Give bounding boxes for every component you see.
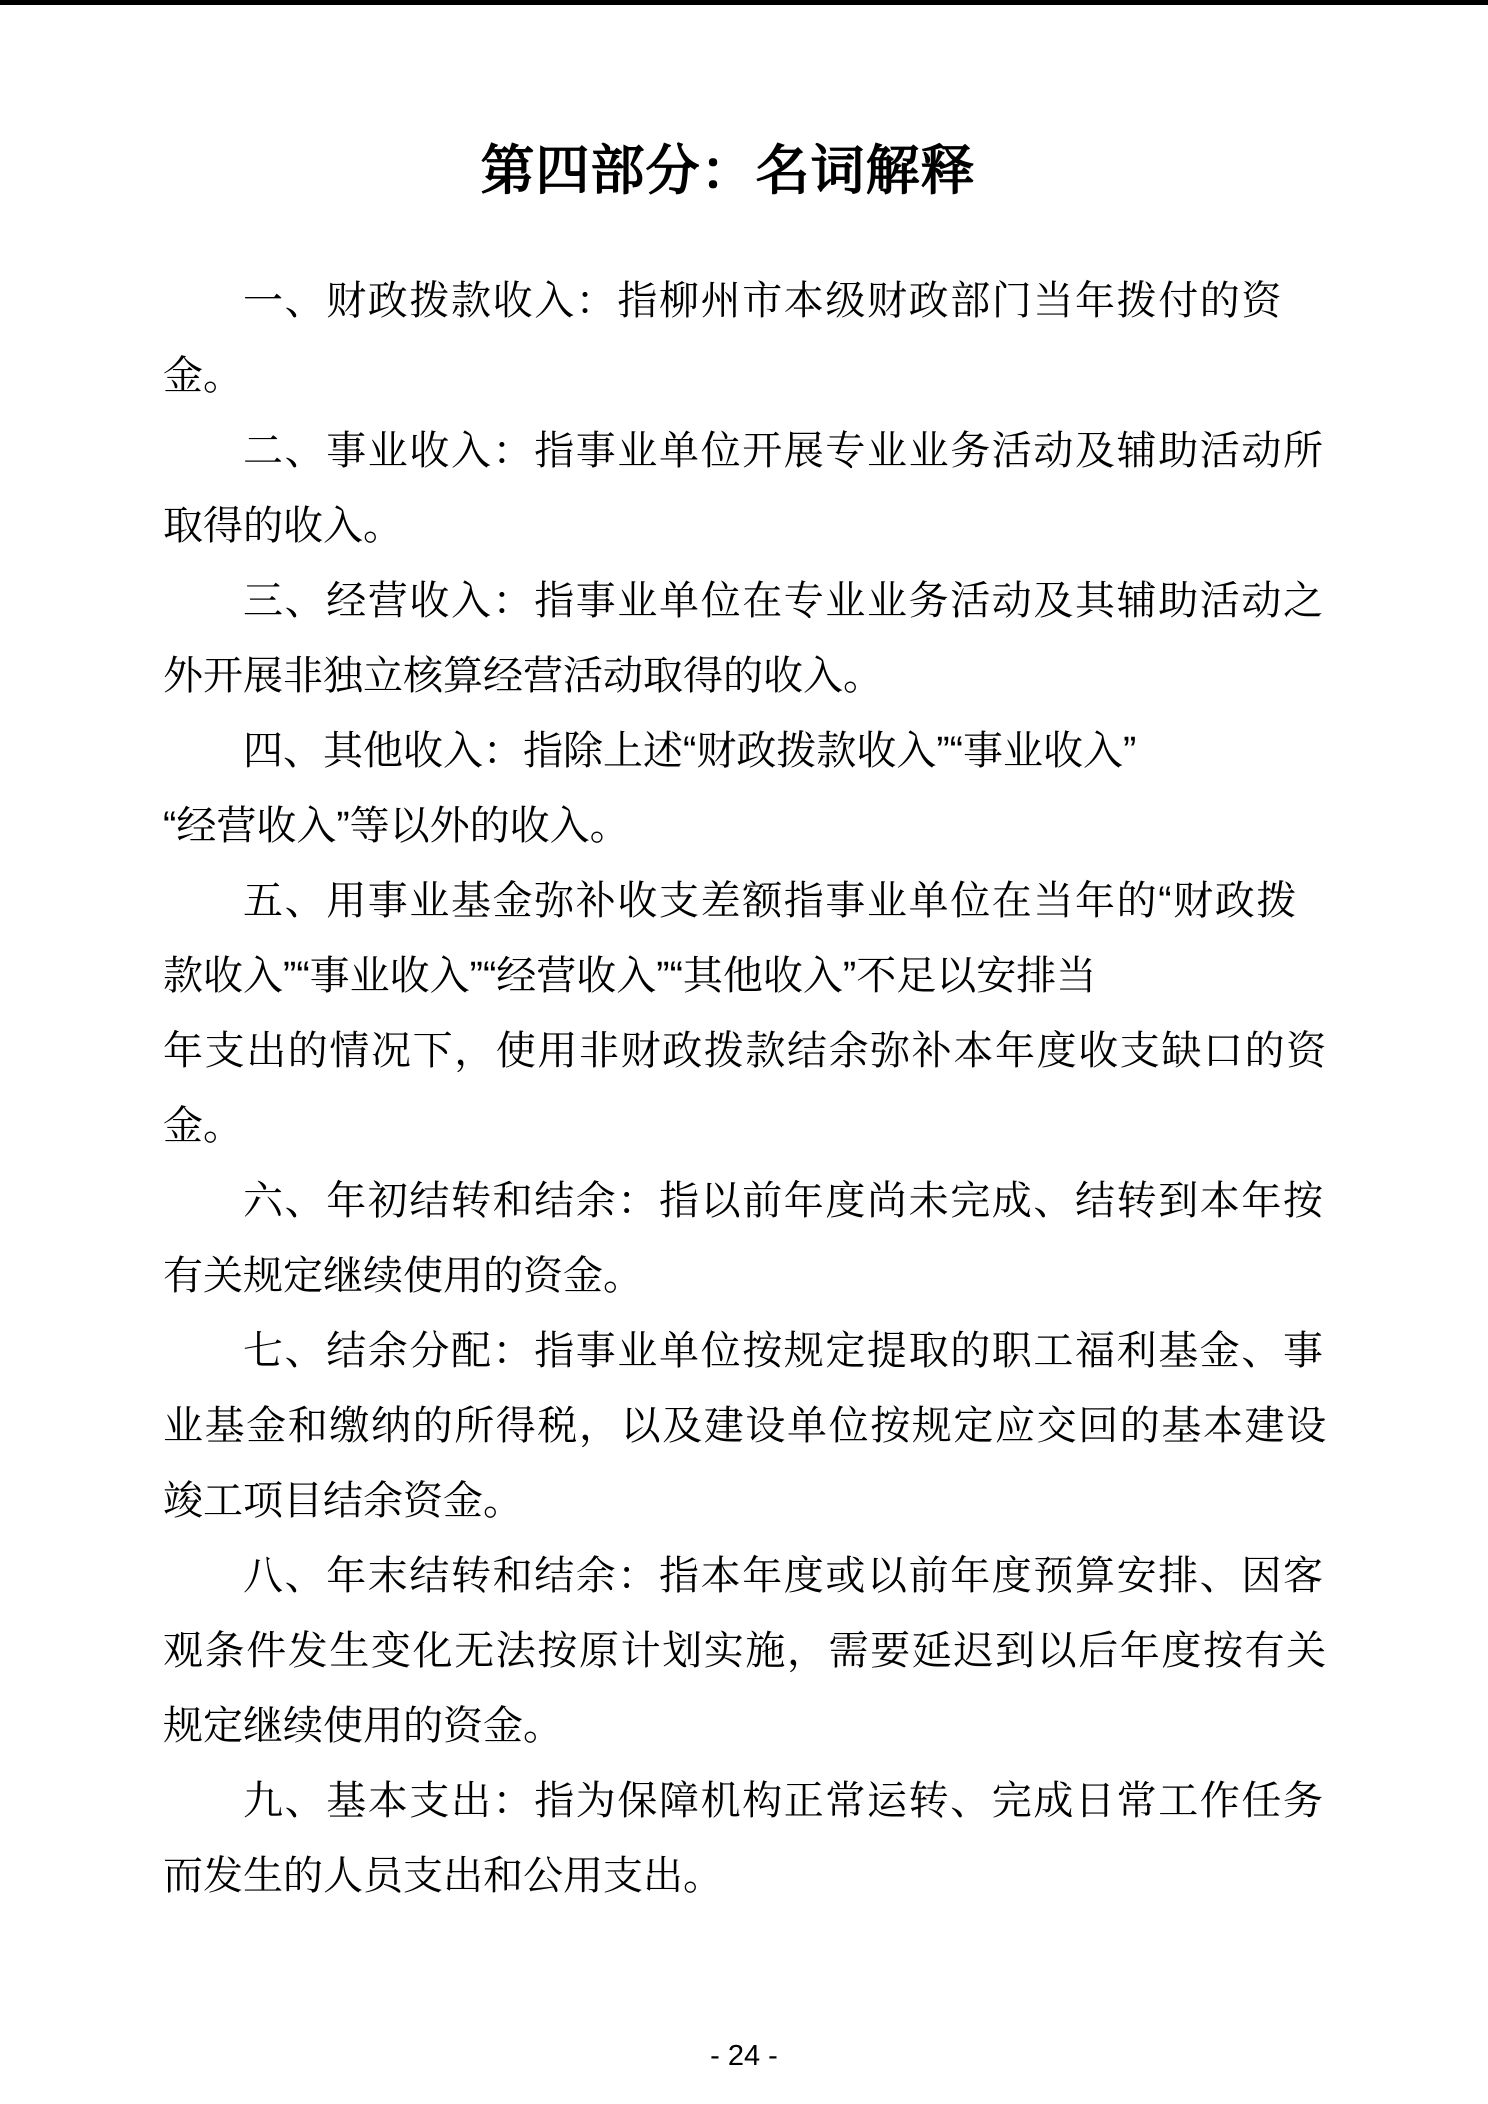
body-line: 金。 — [163, 354, 243, 398]
body-line: 有关规定继续使用的资金。 — [163, 1254, 643, 1298]
body-line: “经营收入”等以外的收入。 — [163, 804, 630, 848]
page-number: - 24 - — [710, 2040, 778, 2072]
body-line: 九、基本支出：指为保障机构正常运转、完成日常工作任务 — [243, 1779, 1325, 1823]
body-line: 取得的收入。 — [163, 504, 403, 548]
body-line: 业基金和缴纳的所得税，以及建设单位按规定应交回的基本建设 — [163, 1404, 1328, 1448]
body-line: 七、结余分配：指事业单位按规定提取的职工福利基金、事 — [243, 1329, 1325, 1373]
body-line: 规定继续使用的资金。 — [163, 1704, 563, 1748]
body-line: 而发生的人员支出和公用支出。 — [163, 1854, 723, 1898]
body-line: 五、用事业基金弥补收支差额指事业单位在当年的“财政拨 — [243, 879, 1298, 923]
body-line: 年支出的情况下，使用非财政拨款结余弥补本年度收支缺口的资 — [163, 1029, 1328, 1073]
body-line: 观条件发生变化无法按原计划实施，需要延迟到以后年度按有关 — [163, 1629, 1328, 1673]
document-body — [163, 264, 1328, 1914]
page-title: 第四部分：名词解释 — [480, 141, 976, 201]
document-page — [163, 0, 1328, 1914]
body-line: 八、年末结转和结余：指本年度或以前年度预算安排、因客 — [243, 1554, 1325, 1598]
body-line: 金。 — [163, 1104, 243, 1148]
body-line: 六、年初结转和结余：指以前年度尚未完成、结转到本年按 — [243, 1179, 1325, 1223]
body-line: 四、其他收入：指除上述“财政拨款收入”“事业收入” — [243, 729, 1137, 773]
body-line: 外开展非独立核算经营活动取得的收入。 — [163, 654, 883, 698]
body-line: 三、经营收入：指事业单位在专业业务活动及其辅助活动之 — [243, 579, 1325, 623]
body-line: 竣工项目结余资金。 — [163, 1479, 523, 1523]
body-line: 一、财政拨款收入：指柳州市本级财政部门当年拨付的资 — [243, 279, 1283, 323]
body-line: 二、事业收入：指事业单位开展专业业务活动及辅助活动所 — [243, 429, 1325, 473]
body-line: 款收入”“事业收入”“经营收入”“其他收入”不足以安排当 — [163, 954, 1097, 998]
